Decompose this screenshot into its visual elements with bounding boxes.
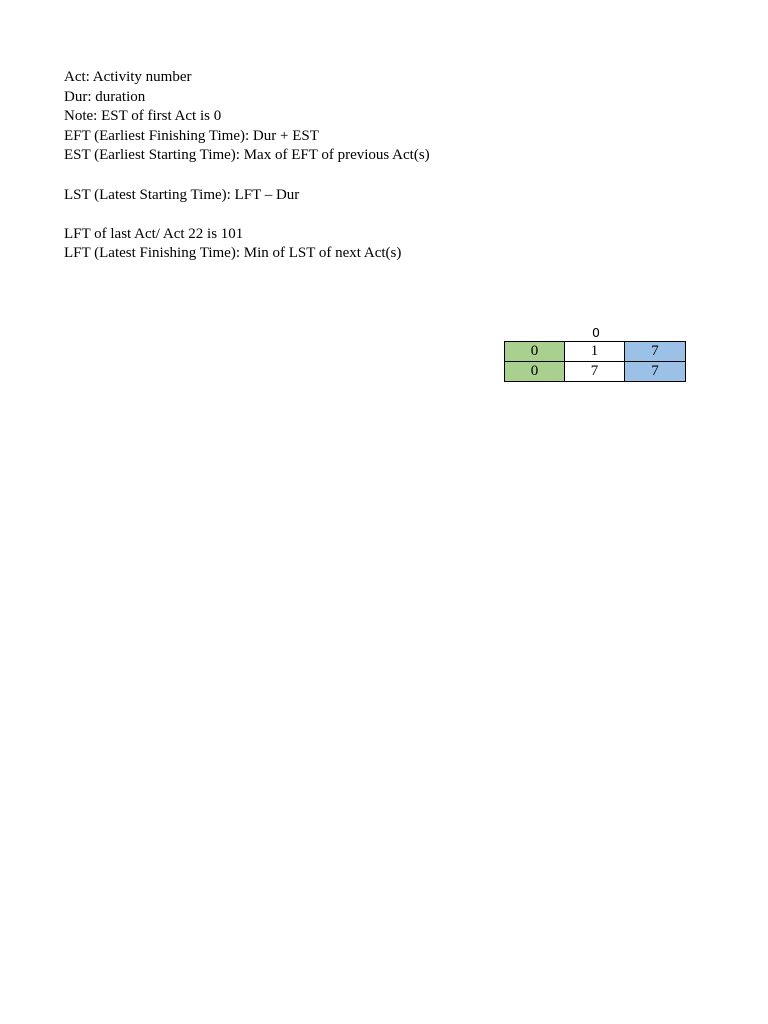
activity-node xyxy=(504,322,686,382)
lft-last-note: LFT of last Act/ Act 22 is 101 xyxy=(64,225,244,242)
est-cell[interactable]: 0 xyxy=(505,342,565,362)
node-header: 0 xyxy=(592,325,600,340)
eft-cell[interactable]: 7 xyxy=(625,342,685,362)
spacer xyxy=(64,166,430,186)
dur-cell[interactable]: 7 xyxy=(565,362,625,381)
lft-cell[interactable]: 7 xyxy=(625,362,685,381)
est-first-note: Note: EST of first Act is 0 xyxy=(64,108,222,125)
act-cell[interactable]: 1 xyxy=(565,342,625,362)
spacer xyxy=(64,205,430,225)
dur-definition: Dur: duration xyxy=(64,88,146,105)
definitions-block xyxy=(64,68,430,264)
lft-definition: LFT (Latest Finishing Time): Min of LST of next Act(s) xyxy=(64,245,402,262)
lst-definition: LST (Latest Starting Time): LFT – Dur xyxy=(64,186,300,203)
node-grid xyxy=(504,341,686,382)
lst-cell[interactable]: 0 xyxy=(505,362,565,381)
est-definition: EST (Earliest Starting Time): Max of EFT of previous Act(s) xyxy=(64,147,430,164)
eft-definition: EFT (Earliest Finishing Time): Dur + EST xyxy=(64,127,319,144)
act-definition: Act: Activity number xyxy=(64,69,192,85)
